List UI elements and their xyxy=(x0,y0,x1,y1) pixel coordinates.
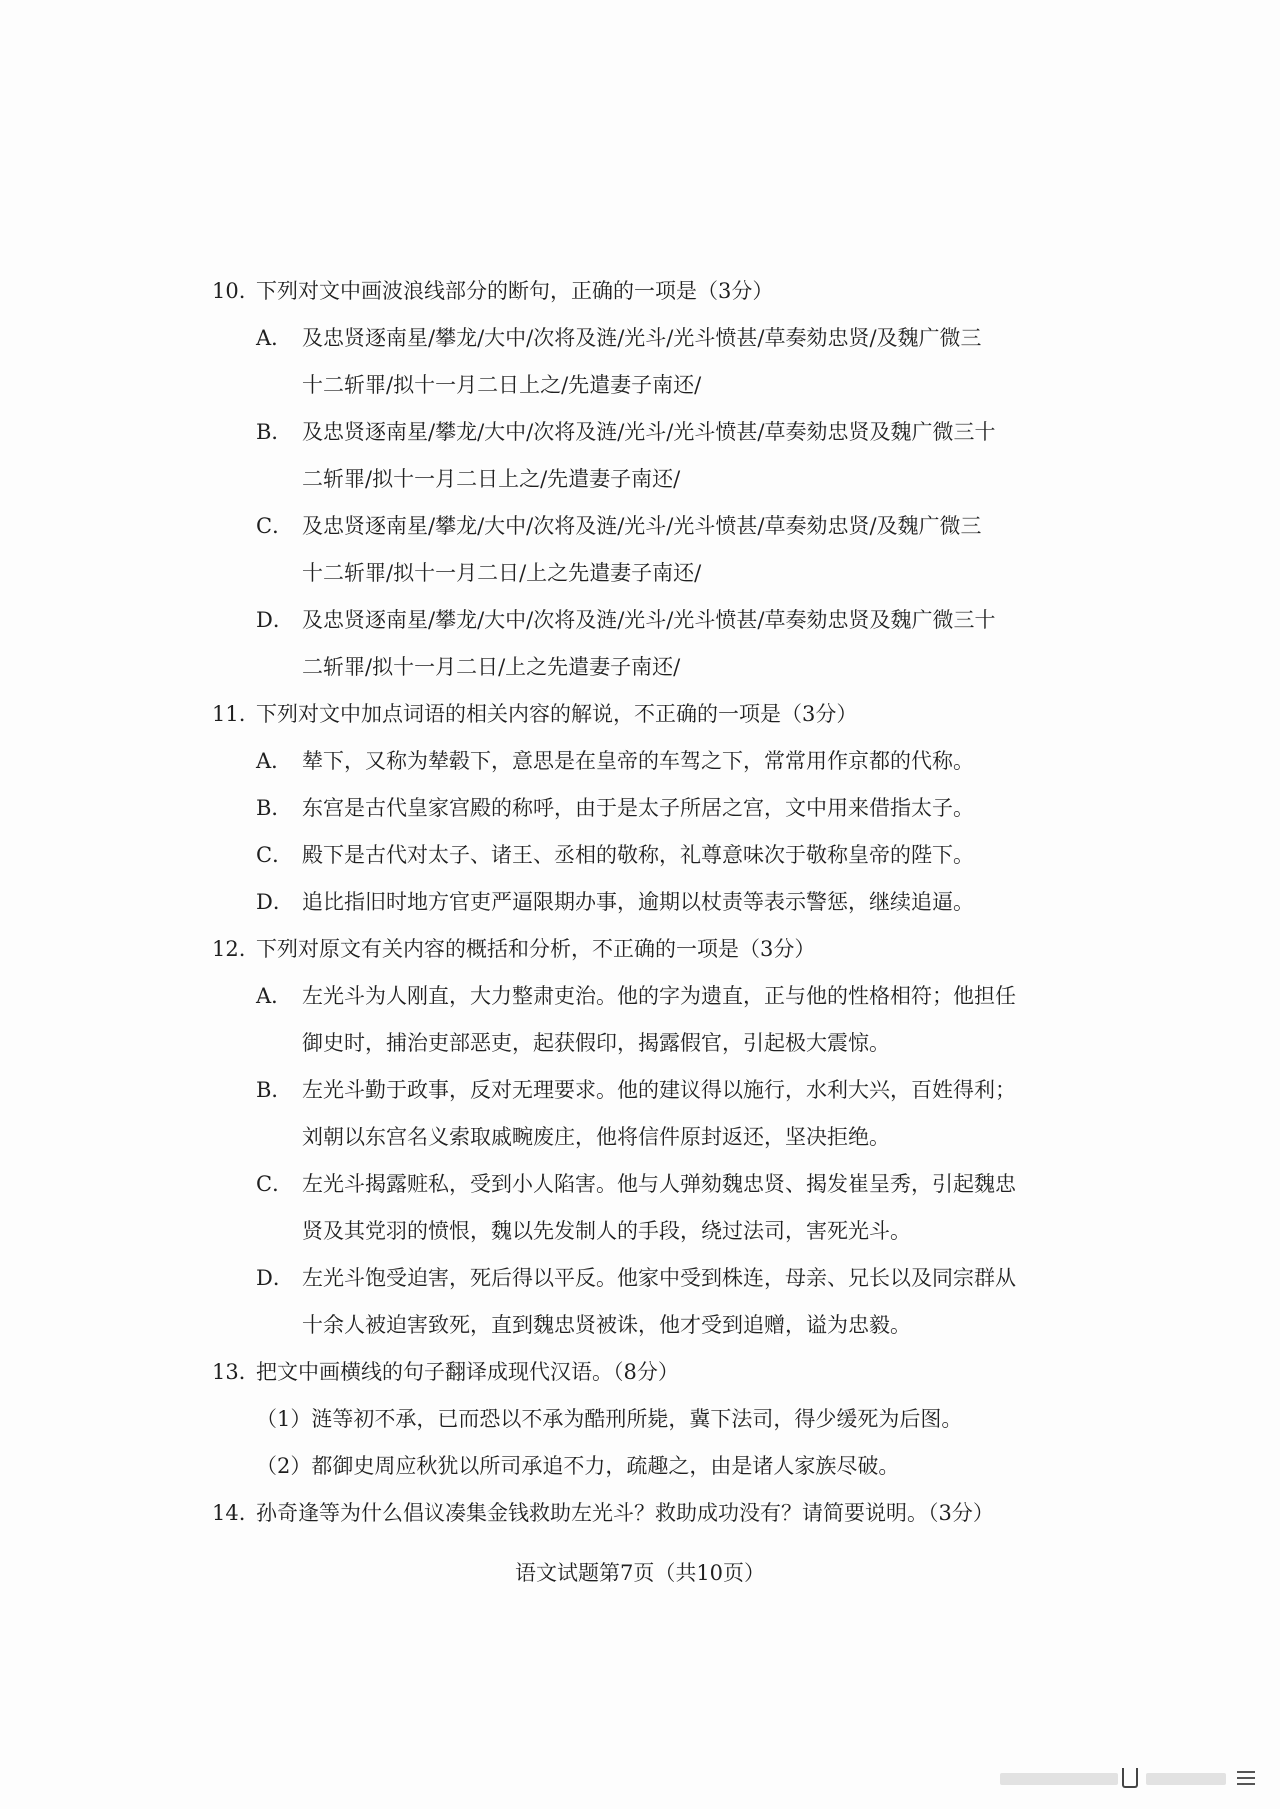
question-text: 孙奇逢等为什么倡议凑集金钱救助左光斗？救助成功没有？请简要说明。（3分） xyxy=(256,1501,994,1525)
question-stem xyxy=(212,1490,1072,1537)
question-text: 下列对文中加点词语的相关内容的解说，不正确的一项是（3分） xyxy=(256,702,858,726)
answer-option xyxy=(212,503,1072,597)
page-footer: 语文试题第7页（共10页） xyxy=(514,1561,766,1585)
option-text-line: 刘朝以东宫名义索取戚畹废庄，他将信件原封返还，坚决拒绝。 xyxy=(302,1125,890,1149)
option-text-line: 御史时，捕治吏部恶吏，起获假印，揭露假官，引起极大震惊。 xyxy=(302,1031,890,1055)
option-text-line: 殿下是古代对太子、诸王、丞相的敬称，礼尊意味次于敬称皇帝的陛下。 xyxy=(302,843,974,867)
cup-icon xyxy=(1122,1768,1138,1788)
option-label: D． xyxy=(256,890,294,914)
answer-option xyxy=(212,973,1072,1067)
option-text-line: 十二斩罪/拟十一月二日上之/先遣妻子南还/ xyxy=(302,373,702,397)
questions-area xyxy=(212,268,1072,1537)
menu-icon xyxy=(1237,1771,1255,1785)
option-text-line: 左光斗为人刚直，大力整肃吏治。他的字为遗直，正与他的性格相符；他担任 xyxy=(302,984,1016,1008)
option-label: D． xyxy=(256,608,294,632)
question-stem xyxy=(212,926,1072,973)
answer-option xyxy=(212,879,1072,926)
sub-question: （2）都御史周应秋犹以所司承追不力，疏趣之，由是诸人家族尽破。 xyxy=(256,1454,900,1478)
question-stem xyxy=(212,691,1072,738)
answer-option xyxy=(212,1255,1072,1349)
question-text: 下列对原文有关内容的概括和分析，不正确的一项是（3分） xyxy=(256,937,816,961)
watermark-toolbar xyxy=(1000,1768,1255,1790)
answer-option xyxy=(212,409,1072,503)
option-label: C． xyxy=(256,843,294,867)
option-label: C． xyxy=(256,1172,294,1196)
option-label: B． xyxy=(256,420,293,444)
toolbar-segment xyxy=(1000,1773,1118,1785)
answer-option xyxy=(212,738,1072,785)
option-text-line: 左光斗揭露赃私，受到小人陷害。他与人弹劾魏忠贤、揭发崔呈秀，引起魏忠 xyxy=(302,1172,1016,1196)
option-text-line: 及忠贤逐南星/攀龙/大中/次将及涟/光斗/光斗愤甚/草奏劾忠贤/及魏广微三 xyxy=(302,326,982,350)
answer-option xyxy=(212,1067,1072,1161)
option-text-line: 追比指旧时地方官吏严逼限期办事，逾期以杖责等表示警惩，继续追逼。 xyxy=(302,890,974,914)
answer-option xyxy=(212,1161,1072,1255)
question-number: 12. xyxy=(212,937,246,961)
option-label: A． xyxy=(256,749,293,773)
option-text-line: 十二斩罪/拟十一月二日/上之先遣妻子南还/ xyxy=(302,561,702,585)
option-text-line: 东宫是古代皇家宫殿的称呼，由于是太子所居之宫，文中用来借指太子。 xyxy=(302,796,974,820)
question-number: 11. xyxy=(212,702,246,726)
option-label: A． xyxy=(256,326,293,350)
option-label: B． xyxy=(256,796,293,820)
option-label: A． xyxy=(256,984,293,1008)
toolbar-segment xyxy=(1146,1773,1226,1785)
option-text-line: 及忠贤逐南星/攀龙/大中/次将及涟/光斗/光斗愤甚/草奏劾忠贤及魏广微三十 xyxy=(302,420,996,444)
answer-option xyxy=(212,597,1072,691)
option-label: C． xyxy=(256,514,294,538)
option-text-line: 贤及其党羽的愤恨，魏以先发制人的手段，绕过法司，害死光斗。 xyxy=(302,1219,911,1243)
option-text-line: 十余人被迫害致死，直到魏忠贤被诛，他才受到追赠，谥为忠毅。 xyxy=(302,1313,911,1337)
option-text-line: 二斩罪/拟十一月二日上之/先遣妻子南还/ xyxy=(302,467,681,491)
option-label: D． xyxy=(256,1266,294,1290)
option-text-line: 及忠贤逐南星/攀龙/大中/次将及涟/光斗/光斗愤甚/草奏劾忠贤/及魏广微三 xyxy=(302,514,982,538)
question-text: 下列对文中画波浪线部分的断句，正确的一项是（3分） xyxy=(256,279,774,303)
question-number: 10. xyxy=(212,279,246,303)
answer-option xyxy=(212,832,1072,879)
option-text-line: 辇下，又称为辇毂下，意思是在皇帝的车驾之下，常常用作京都的代称。 xyxy=(302,749,974,773)
question-text: 把文中画横线的句子翻译成现代汉语。（8分） xyxy=(256,1360,679,1384)
option-text-line: 及忠贤逐南星/攀龙/大中/次将及涟/光斗/光斗愤甚/草奏劾忠贤及魏广微三十 xyxy=(302,608,996,632)
option-text-line: 左光斗饱受迫害，死后得以平反。他家中受到株连，母亲、兄长以及同宗群从 xyxy=(302,1266,1016,1290)
question-number: 13． xyxy=(212,1360,260,1384)
option-text-line: 左光斗勤于政事，反对无理要求。他的建议得以施行，水利大兴，百姓得利； xyxy=(302,1078,1016,1102)
sub-question: （1）涟等初不承，已而恐以不承为酷刑所毙，冀下法司，得少缓死为后图。 xyxy=(256,1407,963,1431)
answer-option xyxy=(212,785,1072,832)
question-stem xyxy=(212,1349,1072,1396)
question-number: 14. xyxy=(212,1501,246,1525)
question-stem xyxy=(212,268,1072,315)
option-label: B． xyxy=(256,1078,293,1102)
option-text-line: 二斩罪/拟十一月二日/上之先遣妻子南还/ xyxy=(302,655,681,679)
answer-option xyxy=(212,315,1072,409)
